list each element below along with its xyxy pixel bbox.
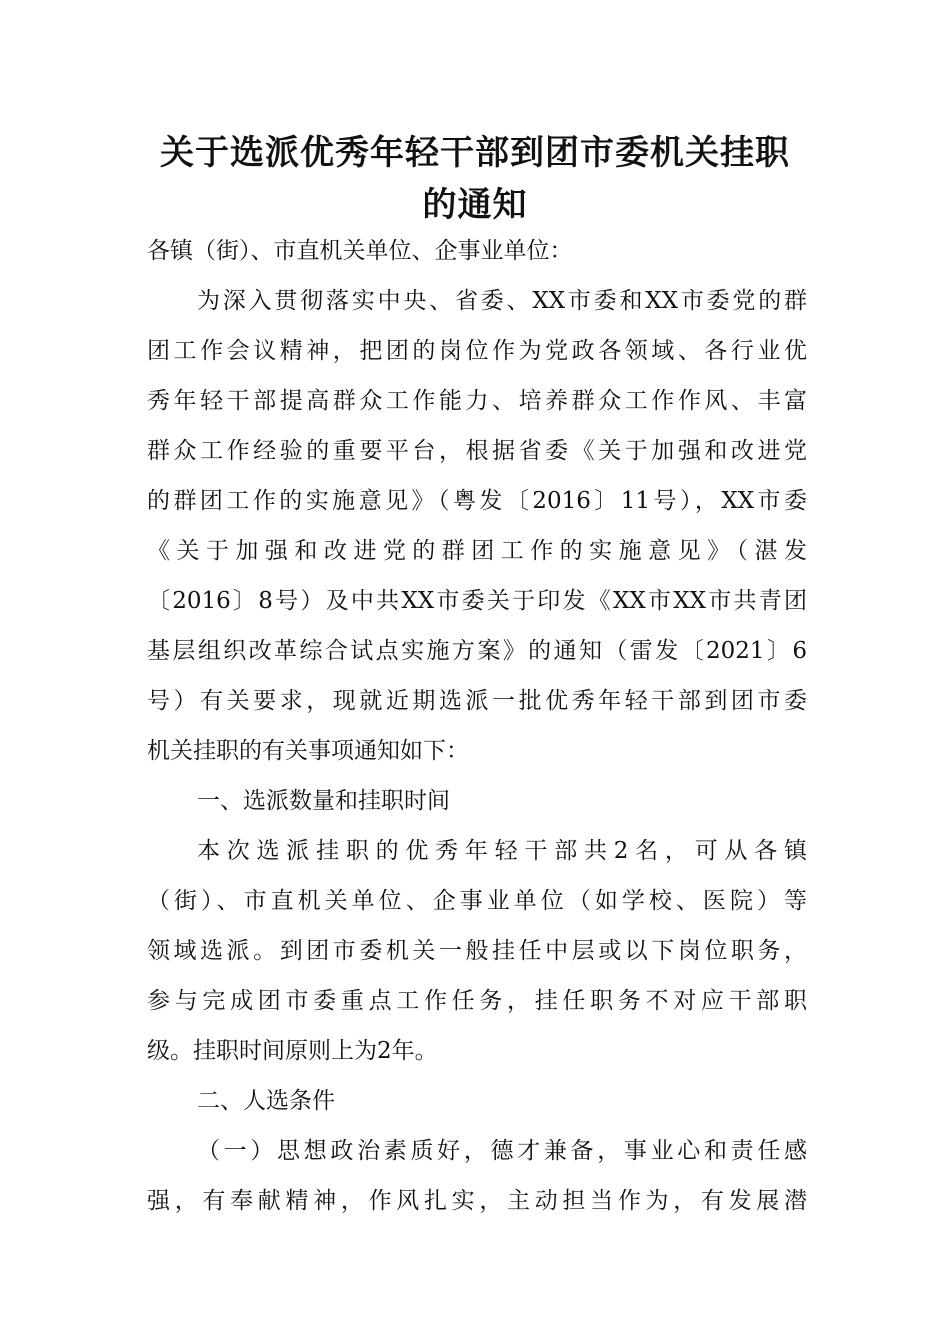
body-line: 团工作会议精神，把团的岗位作为党政各领域、各行业优: [147, 338, 807, 364]
section-heading-1: 一、选派数量和挂职时间: [197, 788, 450, 814]
body-line: 号）有关要求，现就近期选派一批优秀年轻干部到团市委: [147, 688, 807, 714]
body-line: 强，有奉献精神，作风扎实，主动担当作为，有发展潜: [147, 1188, 807, 1214]
body-line: （街）、市直机关单位、企事业单位（如学校、医院）等: [147, 888, 807, 914]
body-line: 为深入贯彻落实中央、省委、XX市委和XX市委党的群: [197, 288, 807, 314]
body-line: 本次选派挂职的优秀年轻干部共2名，可从各镇: [197, 838, 807, 864]
body-line: 《关于加强和改进党的群团工作的实施意见》（湛发: [147, 538, 807, 564]
body-line: 秀年轻干部提高群众工作能力、培养群众工作作风、丰富: [147, 388, 807, 414]
body-line: 〔2016〕8号）及中共XX市委关于印发《XX市XX市共青团: [147, 588, 807, 614]
body-line: 基层组织改革综合试点实施方案》的通知（雷发〔2021〕6: [147, 638, 807, 664]
body-line: 参与完成团市委重点工作任务，挂任职务不对应干部职: [147, 988, 807, 1014]
salutation: 各镇（街）、市直机关单位、企事业单位：: [147, 238, 573, 264]
body-line: 的群团工作的实施意见》（粤发〔2016〕11号），XX市委: [147, 488, 807, 514]
document-title-line-2: 的通知: [422, 185, 528, 225]
body-line: （一）思想政治素质好，德才兼备，事业心和责任感: [197, 1138, 807, 1164]
body-line: 群众工作经验的重要平台，根据省委《关于加强和改进党: [147, 438, 807, 464]
body-line: 级。挂职时间原则上为2年。: [147, 1038, 438, 1064]
body-line: 机关挂职的有关事项通知如下：: [147, 738, 469, 764]
section-heading-2: 二、人选条件: [197, 1088, 335, 1114]
body-line: 领域选派。到团市委机关一般挂任中层或以下岗位职务，: [147, 938, 807, 964]
document-title-line-1: 关于选派优秀年轻干部到团市委机关挂职: [160, 133, 790, 173]
